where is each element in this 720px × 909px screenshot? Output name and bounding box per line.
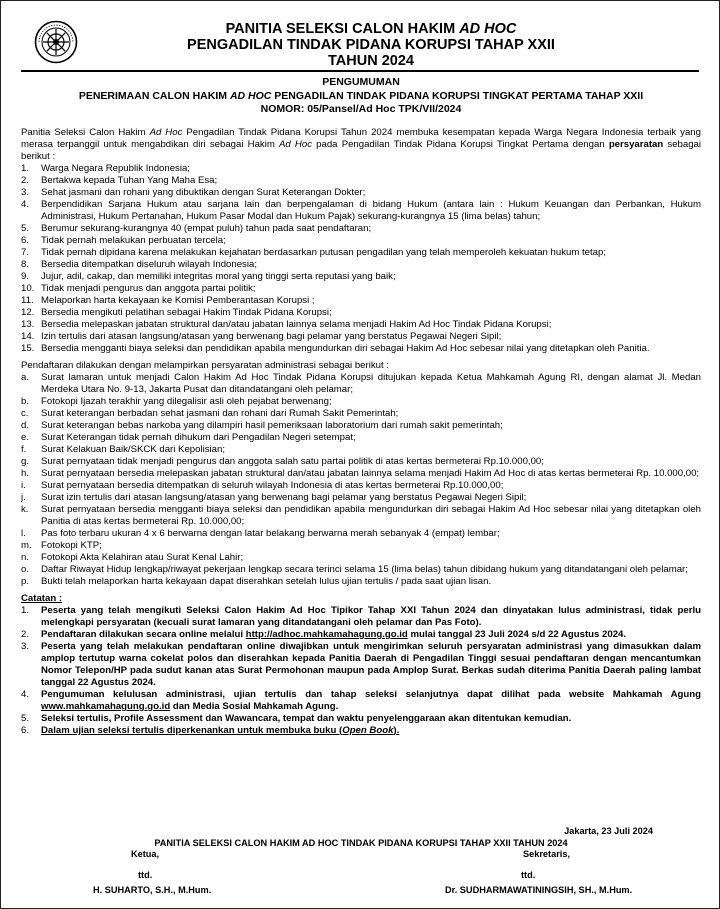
document-item — [21, 540, 701, 552]
note-emphasis: Open Book — [342, 725, 394, 736]
note-text-post: mulai tanggal 23 Juli 2024 s/d 22 Agustus 2024. — [407, 629, 627, 640]
document-item-text: Fotokopi KTP; — [41, 540, 102, 551]
note-item-text: Seleksi tertulis, Profile Assessment dan Wawancara, tempat dan waktu penyelenggaraan akan ditentukan kemudian. — [41, 713, 572, 724]
chair-role: Ketua, — [131, 849, 160, 860]
requirement-item-number: 13. — [21, 319, 35, 330]
document-item-text: Surat keterangan bebas narkoba yang dilampiri hasil pemeriksaan laboratorium dari rumah sakit pemerintah; — [41, 420, 503, 431]
requirement-item — [21, 295, 701, 307]
note-item-text — [41, 725, 701, 737]
document-item-number: k. — [21, 504, 29, 515]
chair-signed: ttd. — [138, 869, 153, 880]
requirement-item-text: Warga Negara Republik Indonesia; — [41, 163, 190, 174]
requirement-item-text: Bersedia ditempatkan diseluruh wilayah Indonesia; — [41, 259, 257, 270]
note-item — [21, 641, 701, 689]
committee-name: PANITIA SELEKSI CALON HAKIM AD HOC TINDAK PIDANA KORUPSI TAHAP XXII TAHUN 2024 — [154, 837, 568, 848]
note-item — [21, 725, 701, 737]
chair-name: H. SUHARTO, S.H., M.Hum. — [93, 884, 212, 895]
letterhead-title — [151, 21, 591, 69]
requirement-item-text: Melaporkan harta kekayaan ke Komisi Pemberantasan Korupsi ; — [41, 295, 315, 306]
letterhead-line-1: PANITIA SELEKSI CALON HAKIM AD HOC — [225, 21, 517, 37]
requirements-list — [21, 163, 701, 355]
document-item — [21, 372, 701, 396]
requirement-item-number: 1. — [21, 163, 30, 174]
note-text-pre: Dalam ujian seleksi tertulis diperkenankan untuk membuka buku ( — [41, 725, 343, 736]
requirement-item — [21, 187, 701, 199]
place-date: Jakarta, 23 Juli 2024 — [564, 826, 653, 836]
requirement-item — [21, 259, 701, 271]
document-item — [21, 444, 701, 456]
document-item — [21, 492, 701, 504]
requirement-item-text: Berpendidikan Sarjana Hukum atau sarjana lain dan berpengalaman di bidang Hukum (antara lain : Hukum Keuangan dan Perbankan, Hukum Administrasi, Hukum Pertanahan, Hukum Pasar Modal dan Hukum Pajak) sekurang-kurangnya 15 (lima belas) tahun; — [41, 199, 701, 222]
note-item — [21, 629, 701, 641]
note-item-number: 6. — [21, 725, 30, 736]
requirement-item-number: 10. — [21, 283, 35, 294]
document-item — [21, 396, 701, 408]
note-text-pre: Pengumuman kelulusan administrasi, ujian tertulis dan tahap seleksi selanjutnya dapat dilihat pada website Mahkamah Agung — [41, 689, 701, 700]
note-item-number: 2. — [21, 629, 30, 640]
requirement-item-number: 3. — [21, 187, 30, 198]
note-text-post: dan Media Sosial Mahkamah Agung. — [170, 701, 339, 712]
note-item-text — [41, 689, 701, 713]
secretary-name: Dr. SUDHARMAWATININGSIH, SH., M.Hum. — [445, 884, 633, 895]
requirement-item-number: 8. — [21, 259, 30, 270]
secretary-role: Sekretaris, — [523, 849, 570, 860]
document-item-number: a. — [21, 372, 30, 383]
intro-paragraph: Panitia Seleksi Calon Hakim Ad Hoc Pengadilan Tindak Pidana Korupsi Tahun 2024 membuka kesempatan kepada Warga Negara Indonesia terbaik yang merasa terpanggil untuk mengabdikan diri sebagai Hakim Ad Hoc pada Pengadilan Tindak Pidana Korupsi Tingkat Pertama dengan persyaratan sebagai berikut : — [21, 127, 702, 162]
note-item-text — [41, 629, 701, 641]
document-item-number: n. — [21, 552, 30, 563]
document-item-text: Surat pernyataan bersedia ditempatkan di seluruh wilayah Indonesia di atas kertas bermeterai Rp.10.000,00; — [41, 480, 504, 491]
document-item — [21, 504, 701, 528]
document-item-text: Daftar Riwayat Hidup lengkap/riwayat pekerjaan lengkap secara terinci selama 15 (lima belas) tahun dibidang hukum yang ditandatangani oleh pelamar; — [41, 564, 688, 575]
requirement-item-number: 14. — [21, 331, 35, 342]
requirement-item — [21, 319, 701, 331]
note-link[interactable]: www.mahkamahagung.go.id — [41, 701, 171, 712]
requirement-item — [21, 247, 701, 259]
requirement-item-text: Sehat jasmani dan rohani yang dibuktikan dengan Surat Keterangan Dokter; — [41, 187, 366, 198]
document-item-text: Surat Keterangan tidak pernah dihukum dari Pengadilan Negeri setempat; — [41, 432, 356, 443]
letterhead-line-3: TAHUN 2024 — [328, 53, 414, 69]
document-item-text: Surat Kelakuan Baik/SKCK dari Kepolisian; — [41, 444, 225, 455]
announcement-heading — [21, 76, 701, 117]
requirement-item-number: 4. — [21, 199, 30, 210]
note-item-number: 1. — [21, 605, 30, 616]
requirement-item — [21, 163, 701, 175]
letterhead-divider — [21, 70, 699, 72]
notes-heading: Catatan : — [21, 593, 63, 604]
document-item-number: l. — [21, 528, 26, 539]
document-item — [21, 564, 701, 576]
note-item-number: 3. — [21, 641, 30, 652]
requirement-item-number: 15. — [21, 343, 35, 354]
notes-list — [21, 605, 701, 737]
document-item-number: h. — [21, 468, 30, 479]
requirement-item — [21, 307, 701, 319]
note-item — [21, 713, 701, 725]
document-item-number: b. — [21, 396, 30, 407]
document-item — [21, 552, 701, 564]
document-item-number: f. — [21, 444, 27, 455]
document-item — [21, 576, 701, 588]
document-item-text: Surat pernyataan tidak menjadi pengurus dan anggota salah satu partai politik di atas kertas bermeterai Rp.10.000,00; — [41, 456, 544, 467]
note-link[interactable]: http://adhoc.mahkamahagung.go.id — [245, 629, 408, 640]
requirement-item-number: 7. — [21, 247, 30, 258]
document-item — [21, 480, 701, 492]
document-item-text: Fotokopi Ijazah terakhir yang dilegalisir asli oleh pejabat berwenang; — [41, 396, 332, 407]
note-item-number: 4. — [21, 689, 30, 700]
document-item-text: Surat izin tertulis dari atasan langsung/atasan yang berwenang bagi pelamar yang berstatus Pegawai Negeri Sipil; — [41, 492, 527, 503]
requirement-item-text: Tidak pernah dipidana karena melakukan kejahatan berdasarkan putusan pengadilan yang telah memperoleh kekuatan hukum tetap; — [41, 247, 606, 258]
mahkamah-agung-emblem-icon — [34, 20, 78, 64]
document-item — [21, 420, 701, 432]
requirement-item-text: Bersedia mengganti biaya seleksi dan pendidikan apabila mengundurkan diri sebagai Hakim Ad Hoc sebesar nilai yang ditetapkan oleh Panitia. — [41, 343, 650, 354]
requirement-item-number: 9. — [21, 271, 30, 282]
requirement-item — [21, 223, 701, 235]
requirement-item — [21, 343, 701, 355]
document-item-number: g. — [21, 456, 30, 467]
requirement-item — [21, 235, 701, 247]
document-item-text: Fotokopi Akta Kelahiran atau Surat Kenal Lahir; — [41, 552, 244, 563]
document-item-text: Surat lamaran untuk menjadi Calon Hakim Ad Hoc Tindak Pidana Korupsi ditujukan kepada Ketua Mahkamah Agung RI, dengan alamat Jl. Medan Merdeka Utara No. 9-13, Jakarta Pusat dan ditandatangani oleh pelamar; — [41, 372, 701, 395]
announcement-subtitle: PENERIMAAN CALON HAKIM AD HOC PENGADILAN TINDAK PIDANA KORUPSI TINGKAT PERTAMA TAHAP XXII — [78, 89, 644, 102]
documents-list — [21, 372, 701, 588]
document-item-number: c. — [21, 408, 29, 419]
document-item-text: Surat pernyataan bersedia mengganti biaya seleksi dan pendidikan apabila mengundurkan diri sebagai Hakim Ad Hoc sebesar nilai yang ditetapkan oleh Panitia di atas kertas bermeterai Rp. 10.000,00; — [41, 504, 701, 527]
requirement-item-number: 5. — [21, 223, 30, 234]
requirement-item — [21, 271, 701, 283]
announcement-number: NOMOR: 05/Pansel/Ad Hoc TPK/VII/2024 — [260, 103, 462, 115]
document-item-number: o. — [21, 564, 30, 575]
note-text-pre: Pendaftaran dilakukan secara online melalui — [41, 629, 246, 640]
document-item-number: m. — [21, 540, 32, 551]
document-item — [21, 468, 701, 480]
letterhead-line-2: PENGADILAN TINDAK PIDANA KORUPSI TAHAP XXII — [187, 37, 555, 53]
requirement-item — [21, 175, 701, 187]
requirement-item-text: Tidak pernah melakukan perbuatan tercela; — [41, 235, 226, 246]
signature-block — [21, 826, 701, 896]
document-item-number: e. — [21, 432, 30, 443]
document-item-number: i. — [21, 480, 26, 491]
requirement-item-text: Berumur sekurang-kurangnya 40 (empat puluh) tahun pada saat pendaftaran; — [41, 223, 372, 234]
requirement-item-text: Tidak menjadi pengurus dan anggota partai politik; — [41, 283, 256, 294]
document-item — [21, 456, 701, 468]
document-item-number: j. — [21, 492, 26, 503]
announcement-body — [21, 127, 701, 737]
document-item-number: d. — [21, 420, 30, 431]
document-item-number: p. — [21, 576, 30, 587]
document-item-text: Pas foto terbaru ukuran 4 x 6 berwarna dengan latar belakang berwarna merah sebanyak 4 (empat) lembar; — [41, 528, 500, 539]
requirement-item-number: 11. — [21, 295, 34, 306]
document-item-text: Surat pernyataan bersedia melepaskan jabatan struktural dan/atau jabatan lainnya selama menjadi Hakim Ad Hoc di atas kertas bermeterai Rp. 10.000,00; — [41, 468, 700, 479]
announcement-title: PENGUMUMAN — [322, 76, 400, 88]
note-text-post: ). — [393, 725, 400, 736]
note-item — [21, 605, 701, 629]
letterhead — [1, 7, 720, 69]
requirement-item-number: 12. — [21, 307, 35, 318]
requirement-item-text: Bertakwa kepada Tuhan Yang Maha Esa; — [41, 175, 218, 186]
document-item — [21, 528, 701, 540]
document-item — [21, 408, 701, 420]
requirement-item-text: Izin tertulis dari atasan langsung/atasan yang berwenang bagi pelamar yang berstatus Pegawai Negeri Sipil; — [41, 331, 502, 342]
requirement-item-text: Jujur, adil, cakap, dan memiliki integritas moral yang tinggi serta reputasi yang baik; — [41, 271, 396, 282]
note-item-text: Peserta yang telah melakukan pendaftaran online diwajibkan untuk mengirimkan seluruh persyaratan administrasi yang dimasukkan dalam amplop tertutup warna cokelat polos dan diserahkan kepada Panitia Daerah di Pengadilan Tinggi sesuai pendaftaran dengan mencantumkan Nomor Telepon/HP pada sudut kanan atas Surat Permohonan maupun pada Amplop Surat. Berkas sudah diterima Panitia Daerah paling lambat tanggal 22 Agustus 2024. — [41, 641, 701, 688]
requirement-item — [21, 331, 701, 343]
requirement-item-number: 2. — [21, 175, 30, 186]
requirement-item-text: Bersedia mengikuti pelatihan sebagai Hakim Tindak Pidana Korupsi; — [41, 307, 332, 318]
requirement-item-text: Bersedia melepaskan jabatan struktural dan/atau jabatan lainnya selama menjadi Hakim Ad Hoc Tindak Pidana Korupsi; — [41, 319, 552, 330]
requirement-item — [21, 199, 701, 223]
note-item-number: 5. — [21, 713, 30, 724]
document-item-text: Bukti telah melaporkan harta kekayaan dapat diserahkan setelah lulus ujian tertulis / pada saat ujian lisan. — [41, 576, 492, 587]
document-item-text: Surat keterangan berbadan sehat jasmani dan rohani dari Rumah Sakit Pemerintah; — [41, 408, 399, 419]
documents-intro: Pendaftaran dilakukan dengan melampirkan persyaratan administrasi sebagai berikut : — [21, 360, 389, 371]
note-item-text: Peserta yang telah mengikuti Seleksi Calon Hakim Ad Hoc Tipikor Tahap XXI Tahun 2024 dan dinyatakan lulus administrasi, tidak perlu melengkapi persyaratan (kecuali surat lamaran yang ditandatangani oleh pelamar dan Pas Foto). — [41, 605, 701, 628]
secretary-signed: ttd. — [521, 869, 536, 880]
document-item — [21, 432, 701, 444]
requirement-item — [21, 283, 701, 295]
note-item — [21, 689, 701, 713]
requirement-item-number: 6. — [21, 235, 30, 246]
